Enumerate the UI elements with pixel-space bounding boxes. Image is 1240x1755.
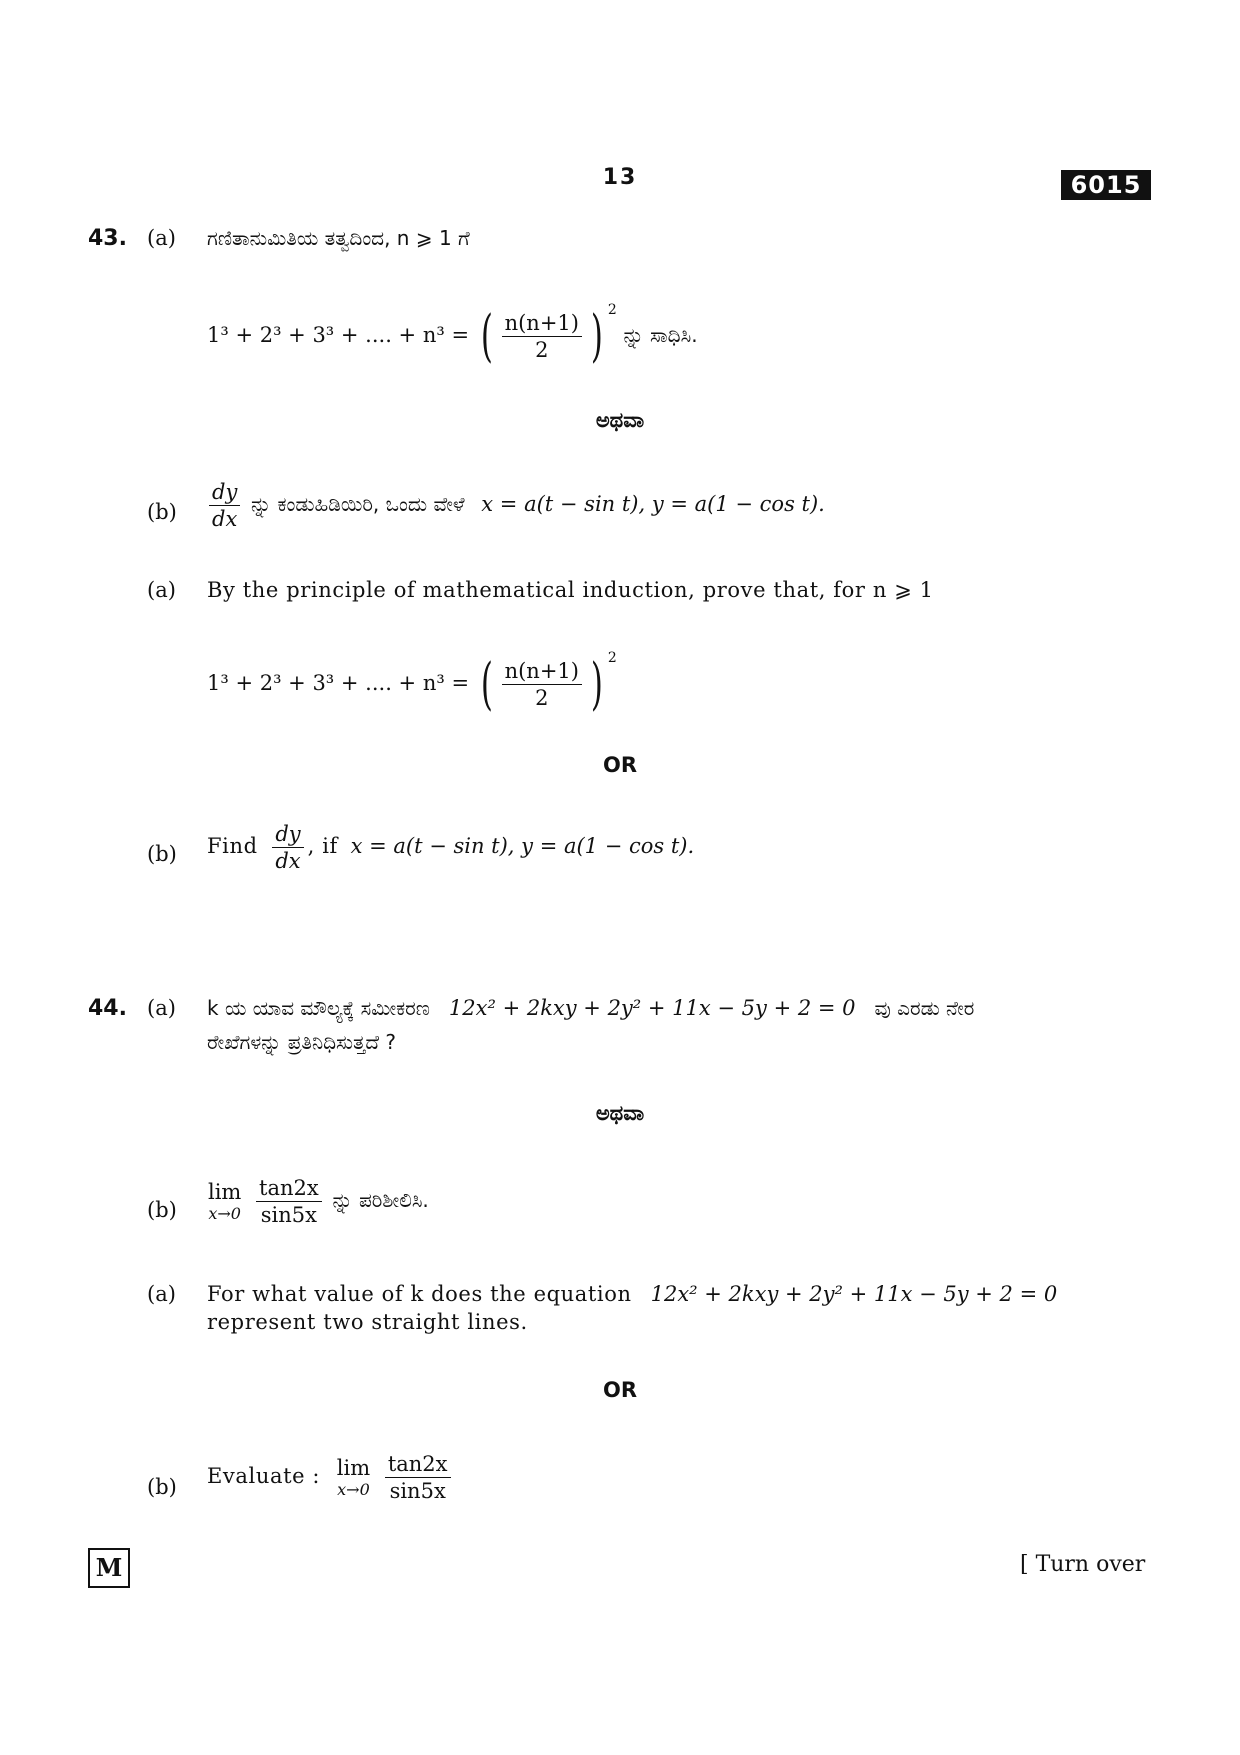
limit-operator: lim x→0: [208, 1180, 242, 1223]
fraction: $\frac{\tan 2x}{\sin 5x}$: [385, 1452, 451, 1503]
derivative-question: [205, 480, 825, 531]
sum-lhs: 1³ + 2³ + 3³ + .... + n³ =: [207, 671, 470, 695]
question-text: ನ್ನು ಕಂಡುಹಿಡಿಯಿರಿ, ಒಂದು ವೇಳೆ: [251, 492, 465, 516]
or-divider: ಅಥವಾ: [595, 1101, 645, 1125]
page-number: 13: [602, 165, 638, 190]
medium-mark-box: M: [88, 1548, 130, 1588]
part-label: (b): [147, 500, 177, 524]
paper-code-badge: 6015: [1061, 170, 1151, 200]
question-number-43: 43.: [88, 226, 127, 251]
limit-expression: Evaluate : lim x→0 $\frac{\tan 2x}{\sin 5x}$: [207, 1452, 455, 1503]
derivative-question: Find $\frac{dy}{dx}$ , if x = a(t − sin t), y = a(1 − cos t).: [207, 822, 695, 873]
part-label: (b): [147, 1198, 177, 1222]
sum-formula: 1³ + 2³ + 3³ + .... + n³ = ( $\frac{n(n+1)}{2}$ ) $^2$ ನ್ನು ಸಾಧಿಸಿ.: [207, 302, 698, 369]
sum-formula: 1³ + 2³ + 3³ + .... + n³ = ( $\frac{n(n+1)}{2}$ ) $^2$: [207, 650, 617, 717]
turn-over-note: [ Turn over: [1020, 1552, 1146, 1577]
derivative-fraction: $\frac{dy}{dx}$: [209, 480, 240, 531]
or-divider: OR: [602, 753, 638, 777]
question-text: k ಯ ಯಾವ ಮೌಲ್ಯಕ್ಕೆ ಸಮೀಕರಣ 12x² + 2kxy + 2y² + 11x − 5y + 2 = 0 ವು ಎರಡು ನೇರ: [207, 996, 975, 1020]
limit-expression: [208, 1176, 429, 1227]
question-text: ರೇಖೆಗಳನ್ನು ಪ್ರತಿನಿಧಿಸುತ್ತದೆ ?: [207, 1030, 397, 1054]
question-number-44: 44.: [88, 996, 127, 1021]
part-label: (a): [147, 996, 176, 1020]
part-label: (a): [147, 1282, 176, 1306]
part-label: (b): [147, 842, 177, 866]
question-text: ಗಣಿತಾನುಮಿತಿಯ ತತ್ವದಿಂದ, n ⩾ 1 ಗೆ: [207, 226, 470, 250]
fraction: $\frac{n(n+1)}{2}$: [502, 659, 582, 710]
or-divider: ಅಥವಾ: [595, 408, 645, 432]
fraction: $\frac{n(n+1)}{2}$: [502, 311, 582, 362]
question-text: ನ್ನು ಪರಿಶೀಲಿಸಿ.: [332, 1188, 429, 1212]
conic-equation: 12x² + 2kxy + 2y² + 11x − 5y + 2 = 0: [650, 1282, 1058, 1306]
part-label: (a): [147, 578, 176, 602]
question-text: represent two straight lines.: [207, 1310, 528, 1334]
conic-equation: 12x² + 2kxy + 2y² + 11x − 5y + 2 = 0: [448, 996, 856, 1020]
parametric-equation: x = a(t − sin t), y = a(1 − cos t).: [350, 834, 695, 858]
limit-operator: lim x→0: [336, 1456, 371, 1499]
question-text: By the principle of mathematical induction, prove that, for n ⩾ 1: [207, 578, 934, 602]
fraction: $\frac{\tan 2x}{\sin 5x}$: [256, 1176, 322, 1227]
question-text: For what value of k does the equation 12x² + 2kxy + 2y² + 11x − 5y + 2 = 0: [207, 1282, 1058, 1306]
or-divider: OR: [602, 1378, 638, 1402]
sum-lhs: 1³ + 2³ + 3³ + .... + n³ =: [207, 323, 470, 347]
part-label: (a): [147, 226, 176, 250]
derivative-fraction: $\frac{dy}{dx}$: [272, 822, 303, 873]
parametric-equation: x = a(t − sin t), y = a(1 − cos t).: [481, 492, 825, 516]
part-label: (b): [147, 1475, 177, 1499]
question-text: ನ್ನು ಸಾಧಿಸಿ.: [623, 323, 698, 347]
